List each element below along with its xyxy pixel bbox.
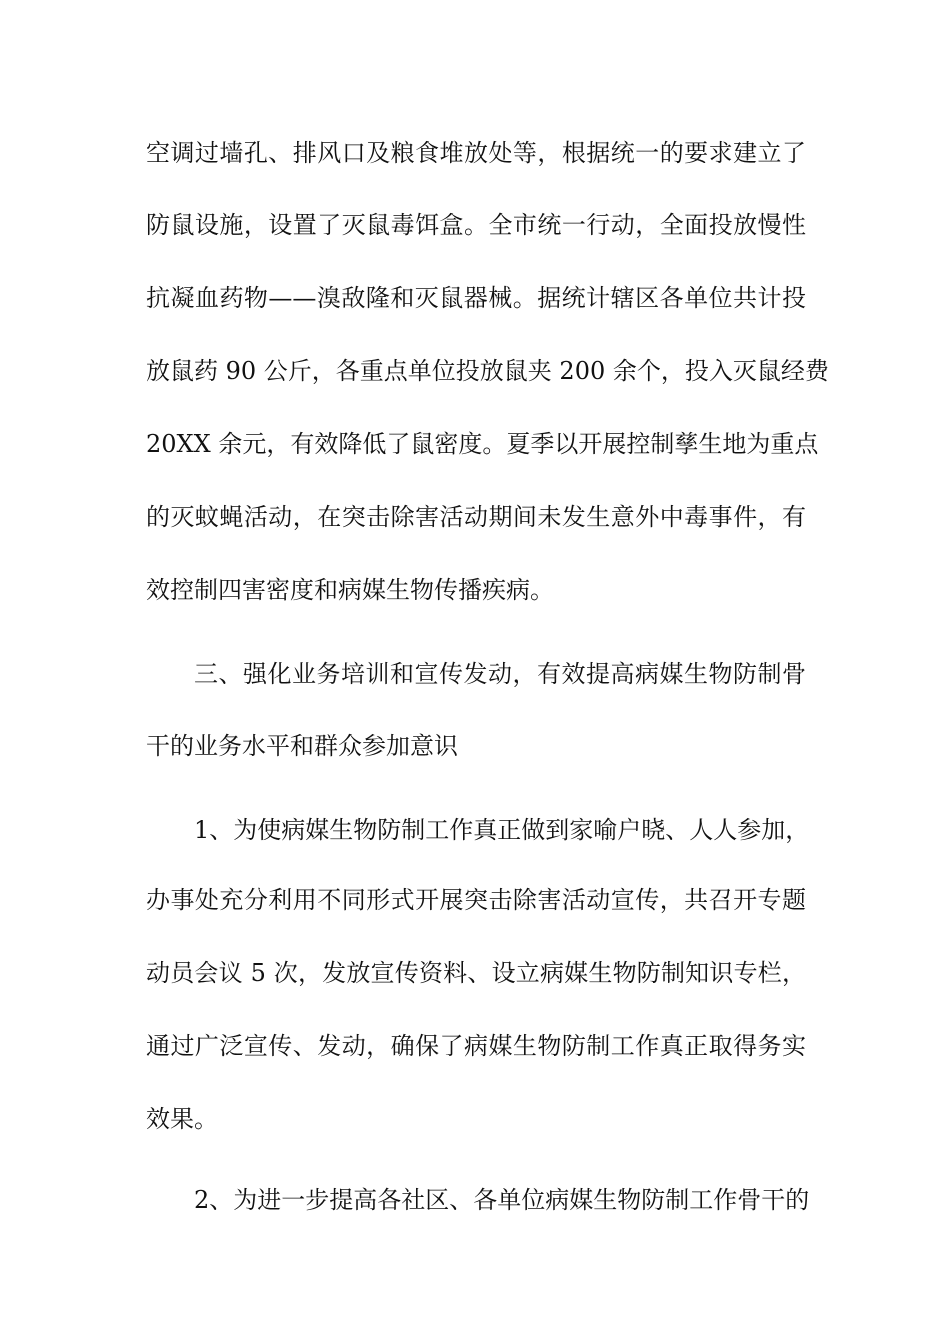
text-line: 的灭蚊蝇活动，在突击除害活动期间未发生意外中毒事件，有 [146,503,806,531]
text-line: 放鼠药 90 公斤，各重点单位投放鼠夹 200 余个，投入灭鼠经费 [146,357,829,385]
section-heading-line: 三、强化业务培训和宣传发动，有效提高病媒生物防制骨 [194,660,806,688]
text-line: 效控制四害密度和病媒生物传播疾病。 [146,576,554,604]
text-line: 抗凝血药物——溴敌隆和灭鼠器械。据统计辖区各单位共计投 [146,284,806,312]
text-line: 通过广泛宣传、发动，确保了病媒生物防制工作真正取得务实 [146,1032,806,1060]
text-line: 动员会议 5 次，发放宣传资料、设立病媒生物防制知识专栏， [146,959,806,987]
text-line: 1、为使病媒生物防制工作真正做到家喻户晓、人人参加， [194,816,810,844]
text-line: 20XX 余元，有效降低了鼠密度。夏季以开展控制孳生地为重点 [146,430,819,458]
text-line: 效果。 [146,1105,218,1133]
text-line: 2、为进一步提高各社区、各单位病媒生物防制工作骨干的 [194,1186,810,1214]
section-heading-line: 干的业务水平和群众参加意识 [146,732,458,760]
text-line: 防鼠设施，设置了灭鼠毒饵盒。全市统一行动，全面投放慢性 [146,211,806,239]
text-line: 办事处充分利用不同形式开展突击除害活动宣传，共召开专题 [146,886,806,914]
text-line: 空调过墙孔、排风口及粮食堆放处等，根据统一的要求建立了 [146,139,806,167]
